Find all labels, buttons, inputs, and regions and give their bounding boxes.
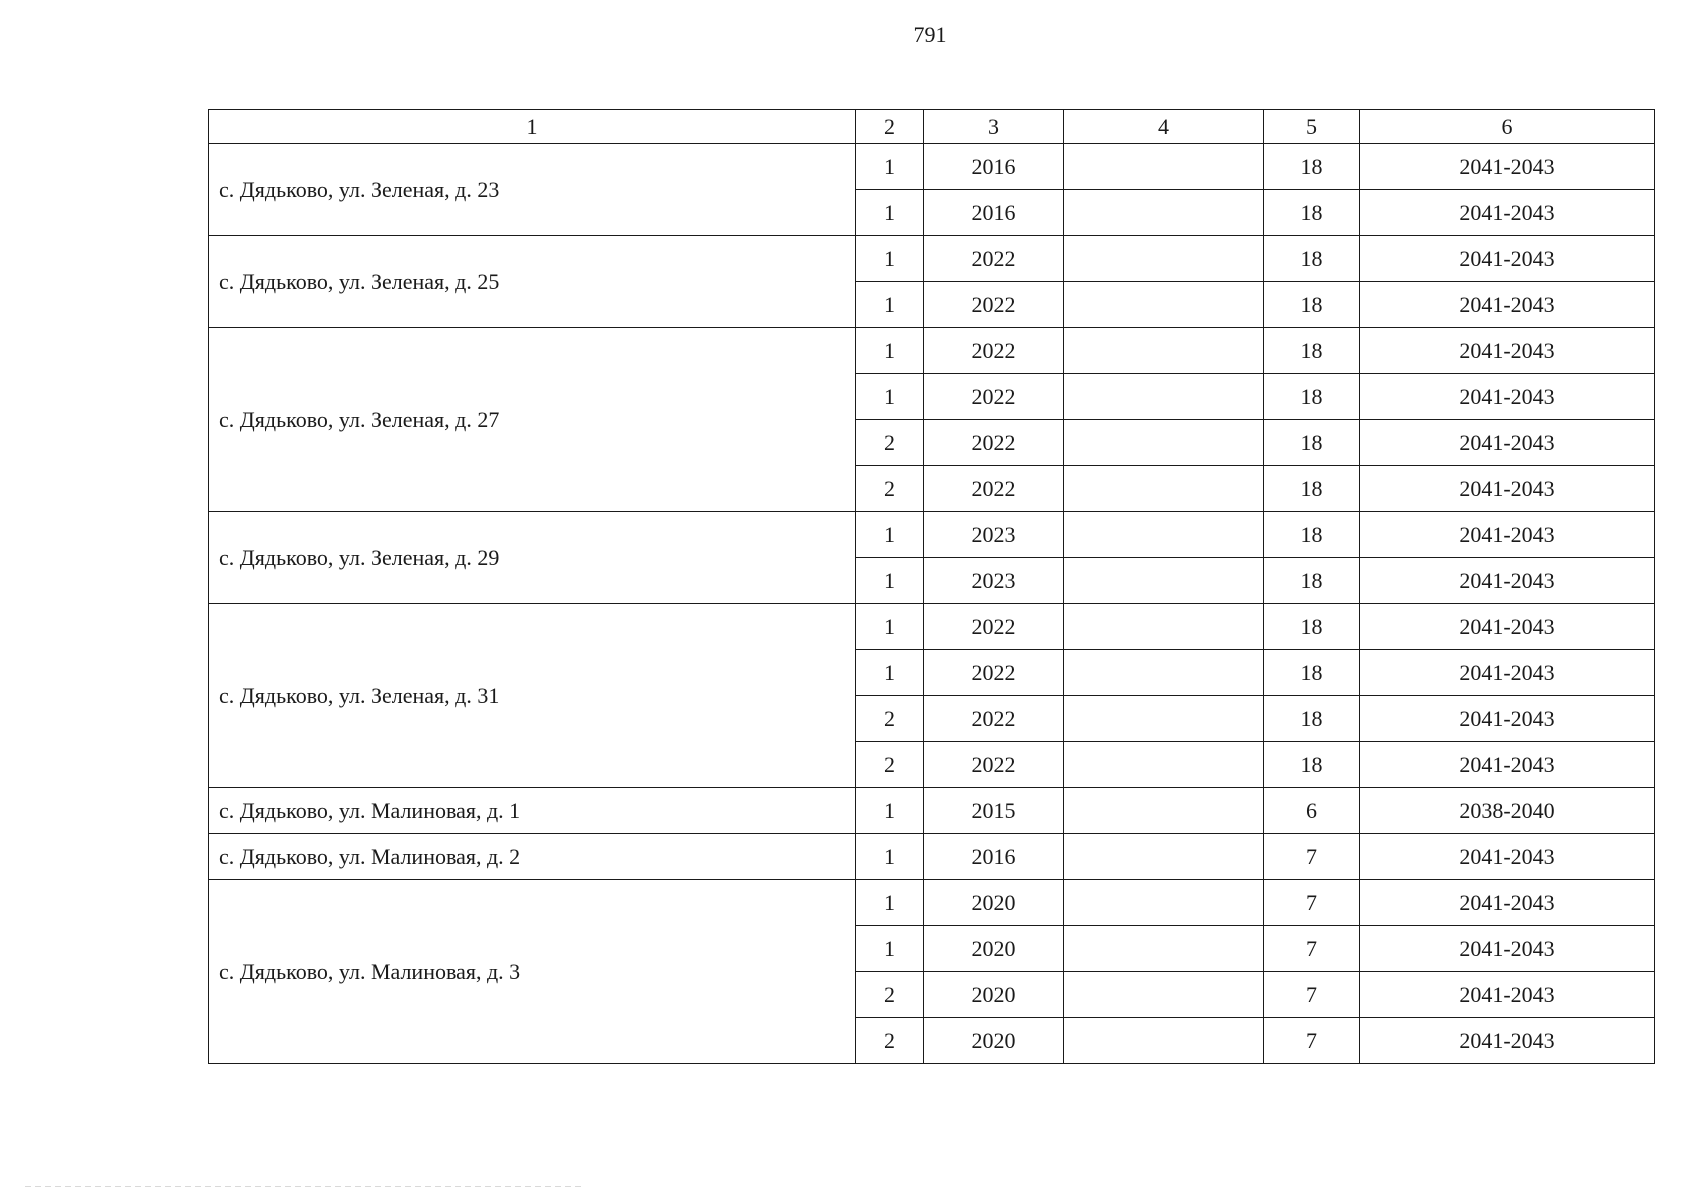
cell-col-5: 18: [1264, 190, 1360, 236]
cell-col-3: 2022: [924, 420, 1064, 466]
address-cell: с. Дядьково, ул. Зеленая, д. 23: [209, 144, 856, 236]
cell-col-5: 18: [1264, 374, 1360, 420]
address-cell: с. Дядьково, ул. Зеленая, д. 25: [209, 236, 856, 328]
cell-col-4: [1064, 1018, 1264, 1064]
cell-col-5: 18: [1264, 558, 1360, 604]
cell-col-2: 1: [856, 512, 924, 558]
cell-col-4: [1064, 696, 1264, 742]
scan-artifact-line: [25, 1186, 585, 1187]
header-col-4: 4: [1064, 110, 1264, 144]
address-cell: с. Дядьково, ул. Малиновая, д. 2: [209, 834, 856, 880]
cell-col-5: 18: [1264, 328, 1360, 374]
cell-col-2: 2: [856, 972, 924, 1018]
cell-col-5: 7: [1264, 926, 1360, 972]
cell-col-3: 2016: [924, 834, 1064, 880]
cell-col-5: 7: [1264, 880, 1360, 926]
cell-col-6: 2041-2043: [1360, 834, 1655, 880]
cell-col-3: 2022: [924, 282, 1064, 328]
cell-col-4: [1064, 926, 1264, 972]
cell-col-3: 2016: [924, 144, 1064, 190]
header-row: [209, 110, 1655, 144]
cell-col-5: 18: [1264, 512, 1360, 558]
cell-col-4: [1064, 466, 1264, 512]
cell-col-2: 1: [856, 650, 924, 696]
cell-col-6: 2041-2043: [1360, 374, 1655, 420]
cell-col-2: 2: [856, 1018, 924, 1064]
table-row: [209, 880, 1655, 926]
cell-col-3: 2022: [924, 374, 1064, 420]
cell-col-2: 1: [856, 374, 924, 420]
cell-col-3: 2022: [924, 742, 1064, 788]
cell-col-6: 2041-2043: [1360, 512, 1655, 558]
table-row: [209, 834, 1655, 880]
address-cell: с. Дядьково, ул. Малиновая, д. 3: [209, 880, 856, 1064]
cell-col-3: 2023: [924, 558, 1064, 604]
cell-col-6: 2041-2043: [1360, 742, 1655, 788]
cell-col-6: 2041-2043: [1360, 282, 1655, 328]
cell-col-3: 2022: [924, 236, 1064, 282]
cell-col-6: 2041-2043: [1360, 926, 1655, 972]
cell-col-3: 2022: [924, 650, 1064, 696]
cell-col-5: 6: [1264, 788, 1360, 834]
cell-col-6: 2038-2040: [1360, 788, 1655, 834]
cell-col-3: 2022: [924, 604, 1064, 650]
table-row: [209, 512, 1655, 558]
address-cell: с. Дядьково, ул. Зеленая, д. 31: [209, 604, 856, 788]
table-row: [209, 236, 1655, 282]
cell-col-2: 1: [856, 558, 924, 604]
cell-col-5: 18: [1264, 282, 1360, 328]
address-cell: с. Дядьково, ул. Зеленая, д. 27: [209, 328, 856, 512]
cell-col-3: 2022: [924, 466, 1064, 512]
header-col-5: 5: [1264, 110, 1360, 144]
cell-col-5: 18: [1264, 236, 1360, 282]
cell-col-6: 2041-2043: [1360, 236, 1655, 282]
cell-col-2: 1: [856, 604, 924, 650]
cell-col-6: 2041-2043: [1360, 604, 1655, 650]
cell-col-5: 7: [1264, 972, 1360, 1018]
cell-col-3: 2020: [924, 880, 1064, 926]
cell-col-6: 2041-2043: [1360, 466, 1655, 512]
cell-col-4: [1064, 144, 1264, 190]
cell-col-3: 2022: [924, 696, 1064, 742]
cell-col-2: 1: [856, 282, 924, 328]
cell-col-4: [1064, 328, 1264, 374]
cell-col-5: 18: [1264, 742, 1360, 788]
cell-col-3: 2023: [924, 512, 1064, 558]
header-col-1: 1: [209, 110, 856, 144]
header-col-2: 2: [856, 110, 924, 144]
cell-col-4: [1064, 558, 1264, 604]
cell-col-3: 2015: [924, 788, 1064, 834]
cell-col-6: 2041-2043: [1360, 328, 1655, 374]
cell-col-4: [1064, 834, 1264, 880]
address-cell: с. Дядьково, ул. Малиновая, д. 1: [209, 788, 856, 834]
header-col-3: 3: [924, 110, 1064, 144]
header-col-6: 6: [1360, 110, 1655, 144]
page-number: 791: [913, 22, 947, 47]
cell-col-5: 18: [1264, 696, 1360, 742]
cell-col-4: [1064, 972, 1264, 1018]
cell-col-6: 2041-2043: [1360, 880, 1655, 926]
cell-col-2: 1: [856, 144, 924, 190]
cell-col-2: 2: [856, 696, 924, 742]
cell-col-6: 2041-2043: [1360, 558, 1655, 604]
cell-col-4: [1064, 604, 1264, 650]
cell-col-2: 2: [856, 742, 924, 788]
cell-col-4: [1064, 650, 1264, 696]
cell-col-4: [1064, 282, 1264, 328]
cell-col-2: 1: [856, 834, 924, 880]
cell-col-4: [1064, 880, 1264, 926]
cell-col-6: 2041-2043: [1360, 1018, 1655, 1064]
cell-col-6: 2041-2043: [1360, 190, 1655, 236]
table-body: [209, 144, 1655, 1064]
cell-col-2: 1: [856, 926, 924, 972]
cell-col-3: 2016: [924, 190, 1064, 236]
cell-col-3: 2022: [924, 328, 1064, 374]
table-row: [209, 328, 1655, 374]
cell-col-2: 2: [856, 420, 924, 466]
cell-col-4: [1064, 788, 1264, 834]
cell-col-5: 18: [1264, 650, 1360, 696]
table-row: [209, 144, 1655, 190]
cell-col-6: 2041-2043: [1360, 420, 1655, 466]
cell-col-6: 2041-2043: [1360, 696, 1655, 742]
cell-col-4: [1064, 742, 1264, 788]
address-cell: с. Дядьково, ул. Зеленая, д. 29: [209, 512, 856, 604]
cell-col-5: 18: [1264, 466, 1360, 512]
cell-col-4: [1064, 512, 1264, 558]
cell-col-2: 2: [856, 466, 924, 512]
cell-col-5: 7: [1264, 1018, 1360, 1064]
cell-col-2: 1: [856, 328, 924, 374]
cell-col-4: [1064, 190, 1264, 236]
cell-col-5: 18: [1264, 144, 1360, 190]
cell-col-2: 1: [856, 190, 924, 236]
cell-col-6: 2041-2043: [1360, 650, 1655, 696]
cell-col-3: 2020: [924, 972, 1064, 1018]
cell-col-6: 2041-2043: [1360, 144, 1655, 190]
cell-col-5: 7: [1264, 834, 1360, 880]
cell-col-4: [1064, 420, 1264, 466]
cell-col-2: 1: [856, 788, 924, 834]
cell-col-4: [1064, 374, 1264, 420]
cell-col-3: 2020: [924, 926, 1064, 972]
cell-col-2: 1: [856, 880, 924, 926]
data-table: [208, 109, 1655, 1064]
table-header: [209, 110, 1655, 144]
cell-col-2: 1: [856, 236, 924, 282]
cell-col-5: 18: [1264, 604, 1360, 650]
cell-col-4: [1064, 236, 1264, 282]
cell-col-6: 2041-2043: [1360, 972, 1655, 1018]
cell-col-5: 18: [1264, 420, 1360, 466]
cell-col-3: 2020: [924, 1018, 1064, 1064]
table-row: [209, 788, 1655, 834]
table-row: [209, 604, 1655, 650]
